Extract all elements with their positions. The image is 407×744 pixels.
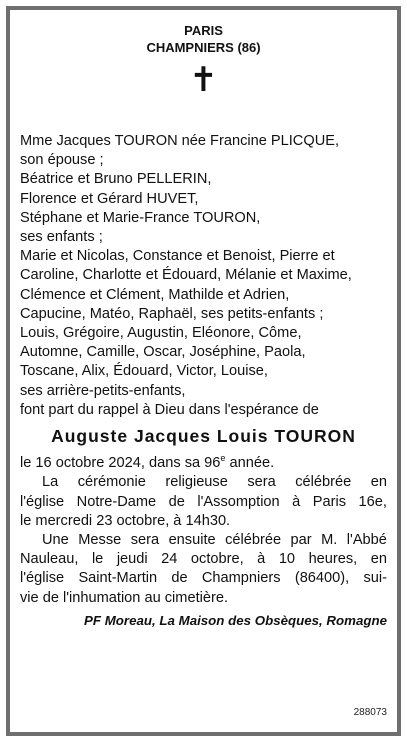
family-line: font part du rappel à Dieu dans l'espérance de bbox=[20, 401, 319, 418]
mass-line: vie de l'inhumation au cimetière. bbox=[20, 589, 229, 606]
word: 10 bbox=[278, 551, 296, 568]
word: l'Assomption bbox=[197, 493, 280, 510]
word: Saint-Martin bbox=[78, 570, 158, 587]
family-line: Toscane, Alix, Édouard, Victor, Louise, bbox=[20, 363, 268, 380]
word: ensuite bbox=[168, 532, 216, 549]
death-date-text: le 16 octobre 2024, dans sa 96 bbox=[20, 455, 221, 472]
death-date-line bbox=[20, 454, 387, 473]
word: jeudi bbox=[116, 551, 148, 568]
death-date-tail: année. bbox=[225, 455, 275, 472]
word: Nauleau, bbox=[20, 551, 79, 568]
reference-number: 288073 bbox=[353, 707, 387, 718]
family-line: Clémence et Clément, Mathilde et Adrien, bbox=[20, 286, 290, 303]
word: par bbox=[290, 532, 312, 549]
family-line: Mme Jacques TOURON née Francine PLICQUE, bbox=[20, 133, 340, 149]
family-line: Louis, Grégoire, Augustin, Eléonore, Côme, bbox=[20, 325, 302, 342]
family-line: Marie et Nicolas, Constance et Benoist, Pierre et bbox=[20, 248, 335, 265]
word: l'église bbox=[20, 570, 65, 587]
word: Champniers bbox=[201, 570, 281, 587]
family-line: Caroline, Charlotte et Édouard, Mélanie et Maxime, bbox=[20, 267, 352, 284]
family-line: ses arrière-petits-enfants, bbox=[20, 382, 186, 399]
mass-line bbox=[20, 531, 387, 550]
word: Notre-Dame bbox=[76, 493, 157, 510]
notice-frame bbox=[6, 6, 401, 736]
word: en bbox=[370, 551, 387, 568]
word: La bbox=[42, 474, 59, 491]
ordinal-suffix: e bbox=[220, 453, 226, 464]
word: heures, bbox=[308, 551, 358, 568]
word: célébrée bbox=[295, 474, 352, 491]
word: Messe bbox=[78, 532, 122, 549]
word: le bbox=[91, 551, 104, 568]
ceremony-line bbox=[20, 473, 387, 492]
word: 24 bbox=[161, 551, 178, 568]
family-line: Automne, Camille, Oscar, Joséphine, Paola, bbox=[20, 344, 306, 361]
mass-line bbox=[20, 550, 387, 569]
word: octobre, bbox=[190, 551, 244, 568]
cross-icon: ✝ bbox=[189, 60, 218, 100]
word: (86400), bbox=[294, 570, 350, 587]
family-line: Capucine, Matéo, Raphaël, ses petits-enfants ; bbox=[20, 305, 324, 322]
word: de bbox=[168, 493, 185, 510]
family-line: Stéphane et Marie-France TOURON, bbox=[20, 209, 261, 226]
family-list bbox=[20, 132, 387, 630]
word: en bbox=[370, 474, 387, 491]
word: à bbox=[257, 551, 266, 568]
word: cérémonie bbox=[77, 474, 146, 491]
word: sui- bbox=[363, 570, 387, 587]
word: 16e, bbox=[358, 493, 387, 510]
word: Une bbox=[42, 532, 69, 549]
word: l'Abbé bbox=[346, 532, 387, 549]
word: religieuse bbox=[165, 474, 228, 491]
word: à bbox=[292, 493, 301, 510]
word: célébrée bbox=[225, 532, 282, 549]
word: de bbox=[171, 570, 188, 587]
word: l'église bbox=[20, 493, 65, 510]
mass-line bbox=[20, 569, 387, 588]
family-line: Florence et Gérard HUVET, bbox=[20, 190, 199, 207]
word: sera bbox=[130, 532, 160, 549]
deceased-name: Auguste Jacques Louis TOURON bbox=[51, 426, 356, 447]
word: Paris bbox=[312, 493, 347, 510]
ceremony-line bbox=[20, 493, 387, 512]
family-line: ses enfants ; bbox=[20, 229, 103, 246]
word: M. bbox=[321, 532, 338, 549]
family-line: Béatrice et Bruno PELLERIN, bbox=[20, 171, 212, 188]
family-line: son épouse ; bbox=[20, 152, 104, 169]
word: sera bbox=[247, 474, 276, 491]
funeral-home-signature: PF Moreau, La Maison des Obsèques, Romagne bbox=[84, 612, 387, 628]
ceremony-line: le mercredi 23 octobre, à 14h30. bbox=[20, 512, 231, 529]
notice-content bbox=[20, 22, 387, 630]
header-city: PARIS bbox=[184, 23, 223, 38]
header-location: CHAMPNIERS (86) bbox=[146, 40, 261, 55]
